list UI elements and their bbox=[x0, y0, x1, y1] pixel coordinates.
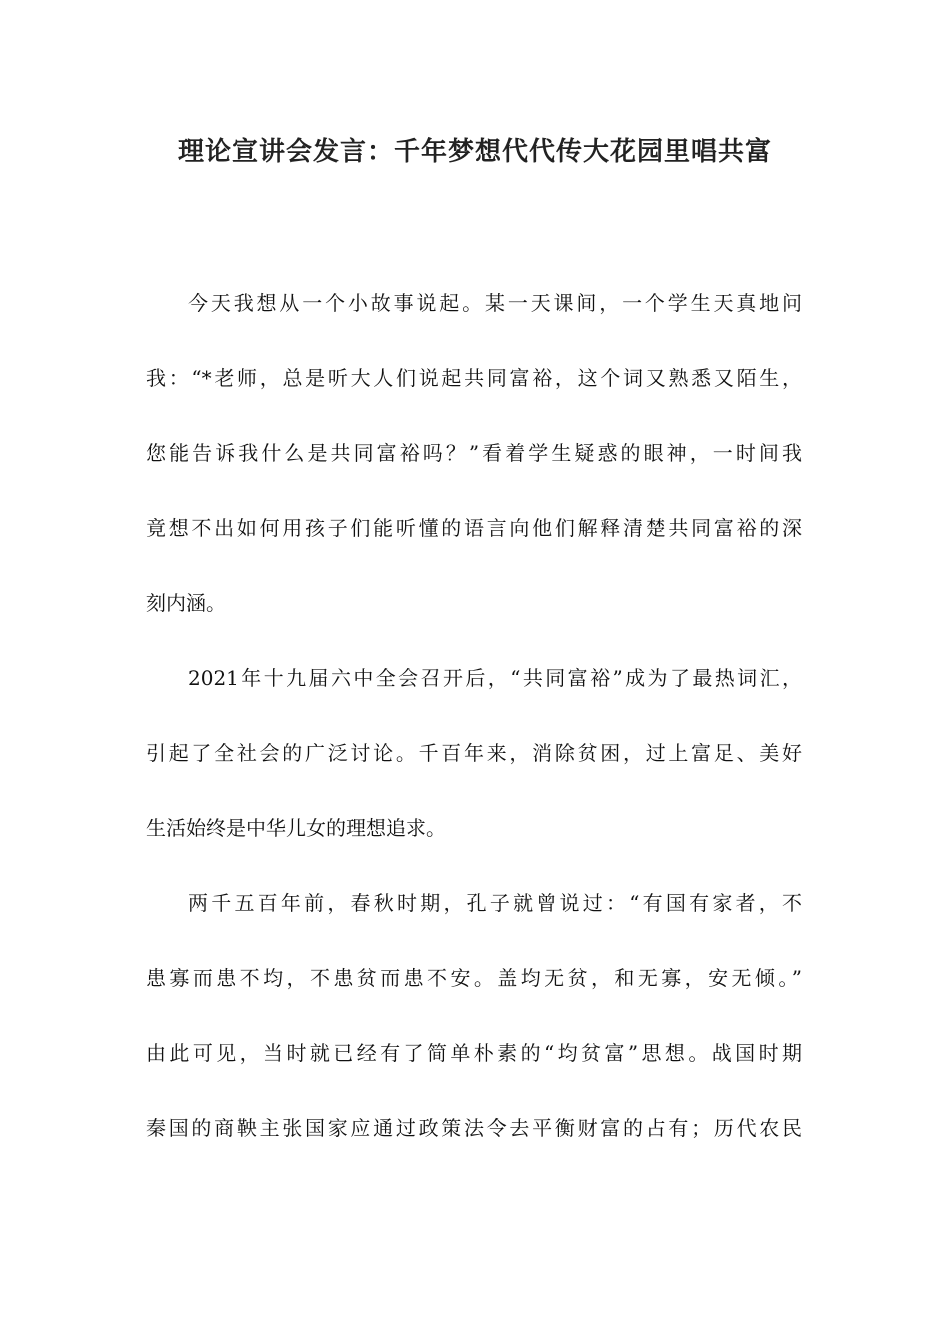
text-line: 今天我想从一个小故事说起。某一天课间，一个学生天真地问 bbox=[188, 291, 802, 315]
text-line: 秦国的商鞅主张国家应通过政策法令去平衡财富的占有；历代农民 bbox=[146, 1116, 802, 1140]
text-line: 刻内涵。 bbox=[146, 591, 226, 615]
text-line: 患寡而患不均，不患贫而患不安。盖均无贫，和无寡，安无倾。” bbox=[146, 966, 802, 990]
text-line: 生活始终是中华儿女的理想追求。 bbox=[146, 816, 446, 840]
text-line: 引起了全社会的广泛讨论。千百年来，消除贫困，过上富足、美好 bbox=[146, 741, 802, 765]
document-body bbox=[146, 280, 802, 1180]
paragraph-3 bbox=[146, 880, 802, 1151]
text-line: 由此可见，当时就已经有了简单朴素的“均贫富”思想。战国时期 bbox=[146, 1041, 802, 1065]
text-line: 我：“*老师，总是听大人们说起共同富裕，这个词又熟悉又陌生， bbox=[146, 366, 802, 390]
text-line: 竟想不出如何用孩子们能听懂的语言向他们解释清楚共同富裕的深 bbox=[146, 516, 802, 540]
paragraph-2 bbox=[146, 655, 802, 851]
text-line: 两千五百年前，春秋时期，孔子就曾说过：“有国有家者，不 bbox=[188, 891, 802, 915]
paragraph-1 bbox=[146, 280, 802, 626]
text-line: 您能告诉我什么是共同富裕吗？”看着学生疑惑的眼神，一时间我 bbox=[146, 441, 802, 465]
text-line: 2021年十九届六中全会召开后，“共同富裕”成为了最热词汇， bbox=[188, 666, 802, 690]
document-title: 理论宣讲会发言：千年梦想代代传大花园里唱共富 bbox=[177, 137, 772, 167]
